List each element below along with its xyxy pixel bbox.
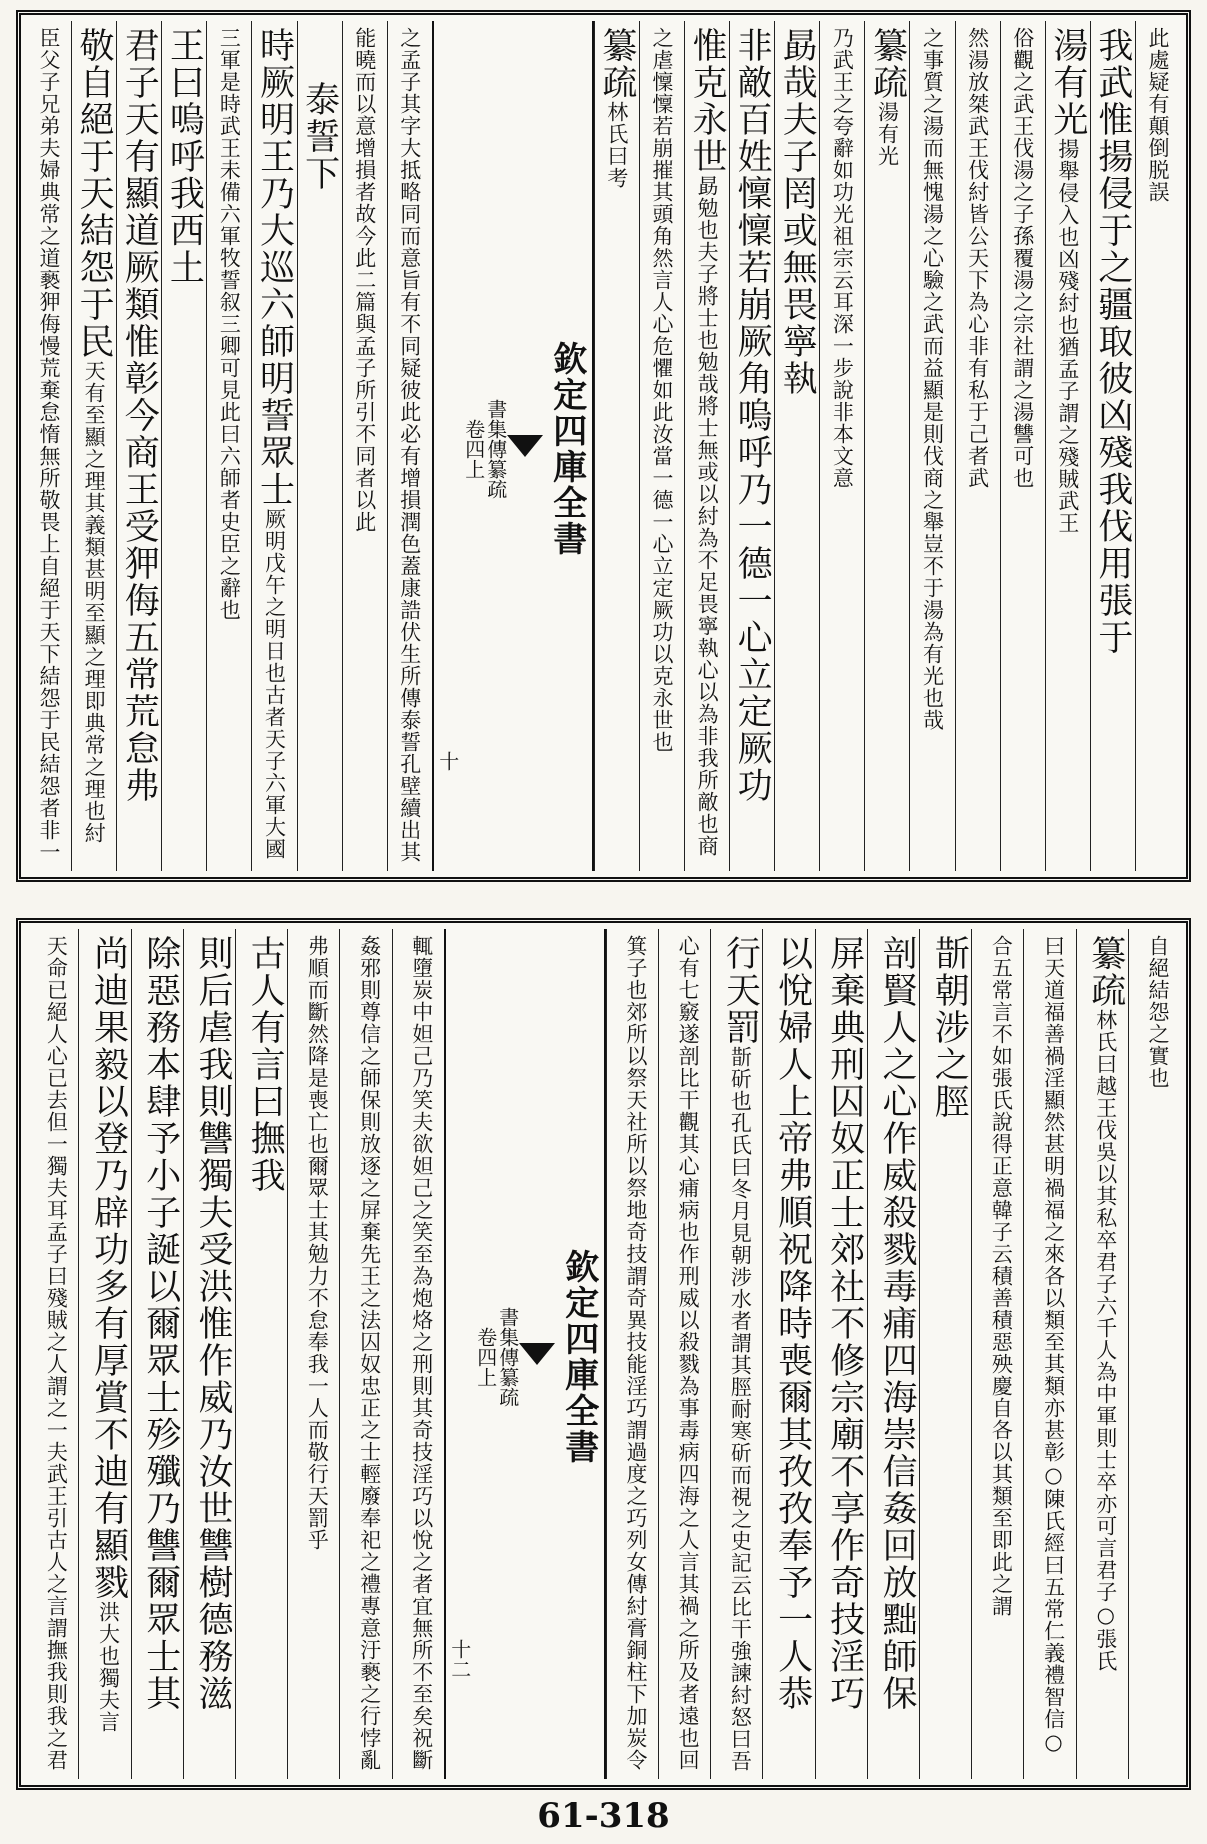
main-text: 則后虐我則讐獨夫受洪惟作威乃汝世讐樹德務滋 — [192, 935, 233, 1712]
text-column — [658, 929, 710, 1779]
text-column — [1000, 21, 1045, 871]
main-text: 古人有言曰撫我 — [245, 935, 286, 1194]
text-column — [206, 21, 251, 871]
text-column — [387, 21, 432, 871]
commentary-text: 之孟子其字大抵略同而意旨有不同疑彼此必有增損潤色蓋康誥伏生所傳泰誓孔壁續出其 — [397, 27, 422, 863]
text-column — [606, 929, 658, 1779]
text-column — [909, 21, 954, 871]
main-text: 以悅婦人上帝弗順祝降時喪爾其孜孜奉予一人恭 — [772, 935, 813, 1712]
text-column — [639, 21, 684, 871]
text-column — [27, 929, 78, 1779]
text-column — [342, 21, 387, 871]
commentary-text: 合五常言不如張氏說得正意韓子云積善積惡殃慶自各以其類至即此之謂 — [989, 935, 1014, 1617]
text-column — [161, 21, 206, 871]
text-column — [867, 929, 919, 1779]
text-column — [235, 929, 287, 1779]
text-column — [339, 929, 391, 1779]
text-column — [710, 929, 762, 1779]
commentary-text: 湯有光 — [875, 101, 900, 167]
commentary-text: 之事質之湯而無愧湯之心驗之武而益顯是則伐商之舉豈不于湯為有光也哉 — [920, 27, 945, 731]
main-text: 時厥明王乃大巡六師明誓眾士 — [254, 27, 295, 508]
text-column — [971, 929, 1023, 1779]
text-column — [131, 929, 183, 1779]
text-column — [392, 929, 444, 1779]
commentary-text: 洪大也獨夫言 — [96, 1601, 121, 1733]
text-column — [116, 21, 161, 871]
main-text: 行天罰 — [720, 935, 761, 1046]
commentary-text: 之虐懍懍若崩摧其頭角然言人心危懼如此汝當一德一心立定厥功以克永世也 — [649, 27, 674, 753]
main-text: 我武惟揚侵于之疆取彼凶殘我伐用張于 — [1092, 27, 1133, 656]
text-column — [1128, 929, 1180, 1779]
collection-title: 欽定四庫全書 — [546, 341, 587, 557]
commentary-text: 能曉而以意增損者故今此二篇與孟子所引不同者以此 — [352, 27, 377, 533]
collection-title: 欽定四庫全書 — [558, 1249, 599, 1465]
main-text: 尚迪果毅以登乃辟功多有厚賞不迪有顯戮 — [88, 935, 129, 1601]
text-column — [729, 21, 774, 871]
commentary-text: 林氏曰越王伐吳以其私卒君子六千人為中軍則士卒亦可言君子○張氏 — [1093, 1009, 1118, 1672]
main-text: 非敵百姓懍懍若崩厥角嗚呼乃一德一心立定厥功 — [732, 27, 773, 804]
text-column — [183, 929, 235, 1779]
commentary-text: 心有七竅遂剖比干觀其心痡病也作刑威以殺戮為事毒病四海之人言其禍之所及者遠也回 — [676, 935, 701, 1771]
main-text: 敬自絕于天結怨于民 — [74, 27, 115, 360]
commentary-text: 天命已絕人心已去但一獨夫耳孟子曰殘賊之人謂之一夫武王引古人之言謂撫我則我之君 — [44, 935, 69, 1771]
text-column — [919, 929, 971, 1779]
main-text: 纂疏 — [1085, 935, 1126, 1009]
main-text: 纂疏 — [867, 27, 908, 101]
text-column — [1090, 21, 1135, 871]
commentary-text: 三軍是時武王未備六軍牧誓叙三卿可見此曰六師者史臣之辭也 — [217, 27, 242, 621]
text-column — [287, 929, 339, 1779]
commentary-text: 勗勉也夫子將士也勉哉將士無或以紂為不足畏寧執心以為非我所敵也商 — [695, 175, 720, 857]
main-text: 纂疏 — [596, 27, 637, 101]
text-column — [71, 21, 116, 871]
commentary-text: 臣父子兄弟夫婦典常之道褻狎侮慢荒棄怠惰無所敬畏上自絕于天下結怨于民結怨者非一 — [37, 27, 62, 863]
text-column — [684, 21, 729, 871]
main-text: 除惡務本肆予小子誕以爾眾士殄殲乃讐爾眾士其 — [140, 935, 181, 1712]
fish-tail-mark-icon — [519, 1343, 555, 1365]
main-text: 屏棄典刑囚奴正士郊社不修宗廟不享作奇技淫巧 — [824, 935, 865, 1712]
commentary-text: 天有至顯之理其義類甚明至顯之理即典常之理也紂 — [82, 360, 107, 844]
folio-top — [16, 10, 1191, 882]
commentary-text: 揚舉侵入也凶殘紂也猶孟子謂之殘賊武王 — [1055, 138, 1080, 534]
main-text: 勗哉夫子罔或無畏寧執 — [777, 27, 818, 397]
text-columns-bottom — [27, 929, 1180, 1779]
text-column — [774, 21, 819, 871]
text-column — [819, 21, 864, 871]
commentary-text: 林氏曰考 — [604, 101, 629, 189]
commentary-text: 俗觀之武王伐湯之子孫覆湯之宗社謂之湯讐可也 — [1010, 27, 1035, 489]
volume-label: 卷四上 — [473, 1327, 498, 1387]
leaf-number: 十 — [435, 751, 460, 771]
text-column — [815, 929, 867, 1779]
commentary-text: 乃武王之夸辭如功光祖宗云耳深一步說非本文意 — [830, 27, 855, 489]
text-column — [955, 21, 1000, 871]
text-column — [1076, 929, 1128, 1779]
text-column — [27, 21, 71, 871]
center-fold — [432, 21, 594, 871]
commentary-text: 輒墮炭中妲己乃笑夫欲妲己之笑至為炮烙之刑則其奇技淫巧以悅之者宜無所不至矣祝斷 — [409, 935, 434, 1771]
text-column — [1135, 21, 1180, 871]
volume-label: 卷四上 — [461, 419, 486, 479]
commentary-text: 然湯放桀武王伐紂皆公天下為心非有私于己者武 — [965, 27, 990, 489]
main-text: 剖賢人之心作威殺戮毒痡四海崇信姦回放黜師保 — [876, 935, 917, 1712]
text-column — [1045, 21, 1090, 871]
text-column — [1023, 929, 1075, 1779]
main-text: 王曰嗚呼我西土 — [164, 27, 205, 286]
commentary-text: 自絕結怨之實也 — [1146, 935, 1170, 1089]
text-column — [864, 21, 909, 871]
commentary-text: 曰天道福善禍淫顯然甚明禍福之來各以類至其類亦甚彰○陳氏經曰五常仁義禮智信○ — [1041, 935, 1066, 1755]
main-text: 泰誓下 — [299, 81, 340, 192]
commentary-text: 此處疑有顛倒脱誤 — [1146, 27, 1170, 203]
text-column — [78, 929, 130, 1779]
commentary-text: 弗順而斷然降是喪亡也爾眾士其勉力不怠奉我一人而敬行天罰乎 — [305, 935, 330, 1551]
text-column — [251, 21, 296, 871]
commentary-text: 箕子也郊所以祭天社所以祭地奇技謂奇異技能淫巧謂過度之巧列女傳紂膏銅柱下加炭令 — [623, 935, 648, 1771]
fish-tail-mark-icon — [507, 435, 543, 457]
text-column — [762, 929, 814, 1779]
text-column — [594, 21, 639, 871]
main-text: 惟克永世 — [687, 27, 728, 175]
text-column — [297, 21, 342, 871]
folio-bottom — [16, 918, 1191, 1790]
main-text: 湯有光 — [1047, 27, 1088, 138]
leaf-number: 十二 — [447, 1639, 472, 1679]
page-number: 61-318 — [537, 1796, 670, 1836]
commentary-text: 斮斫也孔氏曰冬月見朝涉水者謂其脛耐寒斫而視之史記云比干強諫紂怒曰吾 — [728, 1046, 753, 1772]
center-fold — [444, 929, 606, 1779]
book-title: 書集傳纂疏 — [495, 1307, 520, 1407]
main-text: 君子天有顯道厥類惟彰今商王受狎侮五常荒怠弗 — [119, 27, 160, 804]
book-title: 書集傳纂疏 — [483, 399, 508, 499]
commentary-text: 姦邪則尊信之師保則放逐之屏棄先王之法囚奴忠正之士輕廢奉祀之禮專意汙褻之行悖亂 — [357, 935, 382, 1771]
text-columns-top — [27, 21, 1180, 871]
commentary-text: 厥明戊午之明日也古者天子六軍大國 — [262, 508, 287, 860]
main-text: 斮朝涉之脛 — [929, 935, 970, 1120]
